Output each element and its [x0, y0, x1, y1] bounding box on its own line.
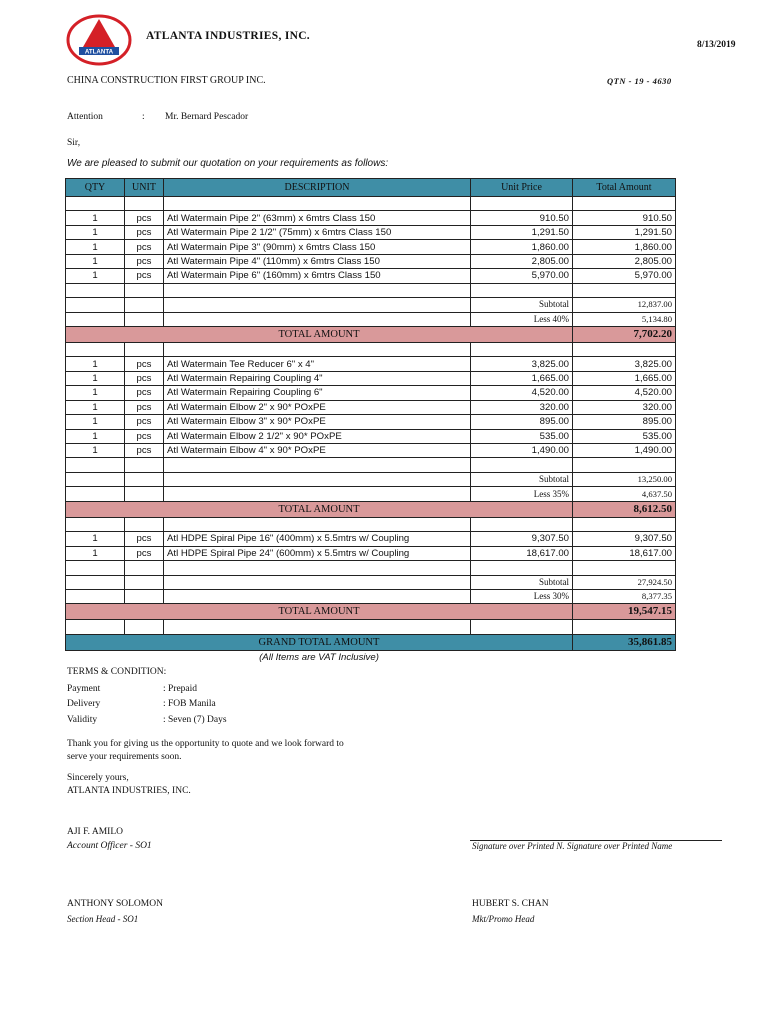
item-qty: 1 — [66, 386, 125, 400]
item-total: 1,860.00 — [573, 240, 676, 254]
section-total-label: TOTAL AMOUNT — [66, 326, 573, 342]
section-total-value: 8,612.50 — [573, 501, 676, 517]
blank-cell — [573, 283, 676, 297]
item-unit-price: 910.50 — [471, 211, 573, 225]
delivery-label: Delivery — [67, 699, 101, 709]
item-total: 4,520.00 — [573, 386, 676, 400]
item-description: Atl Watermain Elbow 2" x 90* POxPE — [164, 400, 471, 414]
table-row — [66, 546, 676, 560]
table-row — [66, 400, 676, 414]
header-unit-price: Unit Price — [471, 179, 573, 197]
blank-cell — [66, 472, 125, 486]
blank-cell — [164, 298, 471, 312]
header-description: DESCRIPTION — [164, 179, 471, 197]
blank-cell — [125, 517, 164, 531]
subtotal-label: Subtotal — [471, 298, 573, 312]
subtotal-row — [66, 575, 676, 589]
payment-value: : Prepaid — [163, 684, 198, 694]
blank-cell — [125, 298, 164, 312]
table-row — [66, 415, 676, 429]
item-description: Atl Watermain Pipe 2" (63mm) x 6mtrs Class 150 — [164, 211, 471, 225]
item-unit: pcs — [125, 444, 164, 458]
item-total: 895.00 — [573, 415, 676, 429]
item-total: 1,490.00 — [573, 444, 676, 458]
section-total-value: 7,702.20 — [573, 326, 676, 342]
item-unit-price: 1,665.00 — [471, 371, 573, 385]
discount-row — [66, 589, 676, 603]
item-unit-price: 9,307.50 — [471, 532, 573, 546]
attention-colon: : — [142, 112, 145, 122]
item-total: 535.00 — [573, 429, 676, 443]
item-total: 1,291.50 — [573, 225, 676, 239]
item-unit-price: 320.00 — [471, 400, 573, 414]
subtotal-value: 13,250.00 — [573, 472, 676, 486]
blank-cell — [66, 517, 125, 531]
blank-cell — [125, 620, 164, 634]
blank-row — [66, 458, 676, 472]
blank-cell — [66, 283, 125, 297]
item-unit: pcs — [125, 225, 164, 239]
blank-cell — [125, 283, 164, 297]
vat-note: (All Items are VAT Inclusive) — [259, 652, 379, 664]
table-row — [66, 225, 676, 239]
item-description: Atl Watermain Pipe 4" (110mm) x 6mtrs Class 150 — [164, 254, 471, 268]
item-qty: 1 — [66, 415, 125, 429]
blank-cell — [164, 517, 471, 531]
discount-value: 4,637.50 — [573, 487, 676, 501]
blank-cell — [573, 561, 676, 575]
officer-name: AJI F. AMILO — [67, 827, 123, 837]
quotation-table — [65, 178, 676, 664]
item-unit-price: 1,291.50 — [471, 225, 573, 239]
item-unit: pcs — [125, 240, 164, 254]
item-qty: 1 — [66, 225, 125, 239]
blank-cell — [164, 342, 471, 356]
header-total-amount: Total Amount — [573, 179, 676, 197]
item-unit: pcs — [125, 357, 164, 371]
table-row — [66, 254, 676, 268]
blank-cell — [573, 197, 676, 211]
item-unit-price: 1,490.00 — [471, 444, 573, 458]
promo-head-name: HUBERT S. CHAN — [472, 899, 549, 909]
blank-cell — [164, 283, 471, 297]
blank-cell — [164, 561, 471, 575]
item-qty: 1 — [66, 546, 125, 560]
section-head-name: ANTHONY SOLOMON — [67, 899, 163, 909]
subtotal-value: 12,837.00 — [573, 298, 676, 312]
blank-cell — [471, 517, 573, 531]
discount-label: Less 40% — [471, 312, 573, 326]
item-total: 320.00 — [573, 400, 676, 414]
blank-cell — [573, 517, 676, 531]
blank-cell — [471, 458, 573, 472]
item-unit-price: 4,520.00 — [471, 386, 573, 400]
table-row — [66, 386, 676, 400]
promo-head-title: Mkt/Promo Head — [472, 914, 535, 924]
blank-cell — [164, 472, 471, 486]
discount-value: 8,377.35 — [573, 589, 676, 603]
item-unit-price: 895.00 — [471, 415, 573, 429]
blank-cell — [471, 620, 573, 634]
blank-cell — [573, 342, 676, 356]
subtotal-row — [66, 298, 676, 312]
blank-row — [66, 561, 676, 575]
item-unit: pcs — [125, 371, 164, 385]
closing-line-2: serve your requirements soon. — [67, 752, 182, 762]
item-description: Atl Watermain Repairing Coupling 6" — [164, 386, 471, 400]
blank-cell — [164, 620, 471, 634]
item-description: Atl Watermain Pipe 3" (90mm) x 6mtrs Class 150 — [164, 240, 471, 254]
grand-total-label: GRAND TOTAL AMOUNT — [66, 634, 573, 650]
item-description: Atl Watermain Pipe 6" (160mm) x 6mtrs Class 150 — [164, 269, 471, 283]
table-row — [66, 371, 676, 385]
table-row — [66, 357, 676, 371]
logo-text: ATLANTA — [84, 48, 114, 56]
blank-cell — [66, 197, 125, 211]
blank-cell — [125, 458, 164, 472]
blank-cell — [66, 575, 125, 589]
section-total-value: 19,547.15 — [573, 604, 676, 620]
blank-cell — [125, 575, 164, 589]
blank-cell — [125, 342, 164, 356]
header-qty: QTY — [66, 179, 125, 197]
item-unit-price: 2,805.00 — [471, 254, 573, 268]
item-total: 910.50 — [573, 211, 676, 225]
item-total: 18,617.00 — [573, 546, 676, 560]
section-total-row — [66, 326, 676, 342]
table-row — [66, 240, 676, 254]
table-row — [66, 211, 676, 225]
item-total: 1,665.00 — [573, 371, 676, 385]
table-row — [66, 269, 676, 283]
blank-cell — [66, 561, 125, 575]
item-description: Atl Watermain Elbow 2 1/2" x 90* POxPE — [164, 429, 471, 443]
item-unit: pcs — [125, 429, 164, 443]
delivery-value: : FOB Manila — [163, 699, 216, 709]
blank-cell — [66, 312, 125, 326]
item-unit-price: 1,860.00 — [471, 240, 573, 254]
table-row — [66, 444, 676, 458]
item-description: Atl Watermain Elbow 3" x 90* POxPE — [164, 415, 471, 429]
blank-row — [66, 342, 676, 356]
blank-cell — [164, 458, 471, 472]
blank-row — [66, 197, 676, 211]
grand-total-row — [66, 634, 676, 650]
item-unit-price: 3,825.00 — [471, 357, 573, 371]
section-total-label: TOTAL AMOUNT — [66, 501, 573, 517]
subtotal-label: Subtotal — [471, 472, 573, 486]
item-description: Atl Watermain Elbow 4" x 90* POxPE — [164, 444, 471, 458]
blank-cell — [125, 197, 164, 211]
item-unit: pcs — [125, 254, 164, 268]
discount-label: Less 30% — [471, 589, 573, 603]
section-head-title: Section Head - SO1 — [67, 914, 139, 924]
item-unit-price: 535.00 — [471, 429, 573, 443]
company-name: ATLANTA INDUSTRIES, INC. — [146, 30, 310, 42]
blank-cell — [66, 342, 125, 356]
item-qty: 1 — [66, 240, 125, 254]
attention-label: Attention — [67, 112, 103, 122]
closing-company: ATLANTA INDUSTRIES, INC. — [67, 786, 191, 796]
item-qty: 1 — [66, 444, 125, 458]
subtotal-row — [66, 472, 676, 486]
item-unit-price: 5,970.00 — [471, 269, 573, 283]
table-row — [66, 429, 676, 443]
sincerely: Sincerely yours, — [67, 773, 129, 783]
quote-date: 8/13/2019 — [697, 40, 736, 50]
item-total: 3,825.00 — [573, 357, 676, 371]
item-qty: 1 — [66, 371, 125, 385]
blank-cell — [164, 589, 471, 603]
item-qty: 1 — [66, 357, 125, 371]
validity-label: Validity — [67, 715, 98, 725]
item-unit: pcs — [125, 400, 164, 414]
blank-cell — [125, 589, 164, 603]
grand-total-value: 35,861.85 — [573, 634, 676, 650]
blank-cell — [125, 472, 164, 486]
blank-cell — [573, 620, 676, 634]
item-qty: 1 — [66, 269, 125, 283]
signature-caption: Signature over Printed N. Signature over Printed Name — [472, 841, 673, 851]
item-total: 5,970.00 — [573, 269, 676, 283]
blank-cell — [66, 458, 125, 472]
item-unit: pcs — [125, 386, 164, 400]
terms-title: TERMS & CONDITION: — [67, 667, 167, 677]
blank-cell — [66, 298, 125, 312]
attention-name: Mr. Bernard Pescador — [165, 112, 249, 122]
discount-value: 5,134.80 — [573, 312, 676, 326]
officer-title: Account Officer - SO1 — [67, 841, 152, 851]
item-qty: 1 — [66, 429, 125, 443]
subtotal-label: Subtotal — [471, 575, 573, 589]
section-total-row — [66, 501, 676, 517]
item-description: Atl Watermain Pipe 2 1/2" (75mm) x 6mtrs Class 150 — [164, 225, 471, 239]
blank-cell — [164, 575, 471, 589]
blank-row — [66, 620, 676, 634]
vat-note-row — [66, 650, 676, 664]
blank-cell — [164, 487, 471, 501]
item-qty: 1 — [66, 254, 125, 268]
item-description: Atl Watermain Tee Reducer 6" x 4" — [164, 357, 471, 371]
item-total: 2,805.00 — [573, 254, 676, 268]
blank-cell — [471, 283, 573, 297]
header-unit: UNIT — [125, 179, 164, 197]
blank-row — [66, 283, 676, 297]
blank-cell — [573, 650, 676, 664]
salutation: Sir, — [67, 138, 81, 148]
blank-row — [66, 517, 676, 531]
closing-line-1: Thank you for giving us the opportunity to quote and we look forward to — [67, 739, 344, 749]
blank-cell — [471, 197, 573, 211]
payment-label: Payment — [67, 684, 101, 694]
blank-cell — [471, 342, 573, 356]
blank-cell — [125, 312, 164, 326]
blank-cell — [164, 312, 471, 326]
item-unit: pcs — [125, 211, 164, 225]
blank-cell — [125, 561, 164, 575]
discount-row — [66, 487, 676, 501]
item-unit: pcs — [125, 532, 164, 546]
blank-cell — [66, 487, 125, 501]
item-description: Atl Watermain Repairing Coupling 4" — [164, 371, 471, 385]
table-row — [66, 532, 676, 546]
item-total: 9,307.50 — [573, 532, 676, 546]
blank-cell — [125, 487, 164, 501]
discount-row — [66, 312, 676, 326]
table-header-row — [66, 179, 676, 197]
blank-cell — [66, 589, 125, 603]
intro-text: We are pleased to submit our quotation on your requirements as follows: — [67, 158, 389, 169]
client-name: CHINA CONSTRUCTION FIRST GROUP INC. — [67, 75, 266, 86]
quote-number: QTN - 19 - 4630 — [607, 76, 672, 86]
item-unit: pcs — [125, 415, 164, 429]
subtotal-value: 27,924.50 — [573, 575, 676, 589]
blank-cell — [573, 458, 676, 472]
item-qty: 1 — [66, 400, 125, 414]
item-qty: 1 — [66, 532, 125, 546]
atlanta-logo — [66, 14, 132, 66]
item-qty: 1 — [66, 211, 125, 225]
section-total-row — [66, 604, 676, 620]
item-unit: pcs — [125, 269, 164, 283]
validity-value: : Seven (7) Days — [163, 715, 227, 725]
blank-cell — [471, 561, 573, 575]
blank-cell — [164, 197, 471, 211]
item-description: Atl HDPE Spiral Pipe 16" (400mm) x 5.5mtrs w/ Coupling — [164, 532, 471, 546]
item-unit-price: 18,617.00 — [471, 546, 573, 560]
section-total-label: TOTAL AMOUNT — [66, 604, 573, 620]
discount-label: Less 35% — [471, 487, 573, 501]
item-description: Atl HDPE Spiral Pipe 24" (600mm) x 5.5mtrs w/ Coupling — [164, 546, 471, 560]
blank-cell — [66, 620, 125, 634]
item-unit: pcs — [125, 546, 164, 560]
